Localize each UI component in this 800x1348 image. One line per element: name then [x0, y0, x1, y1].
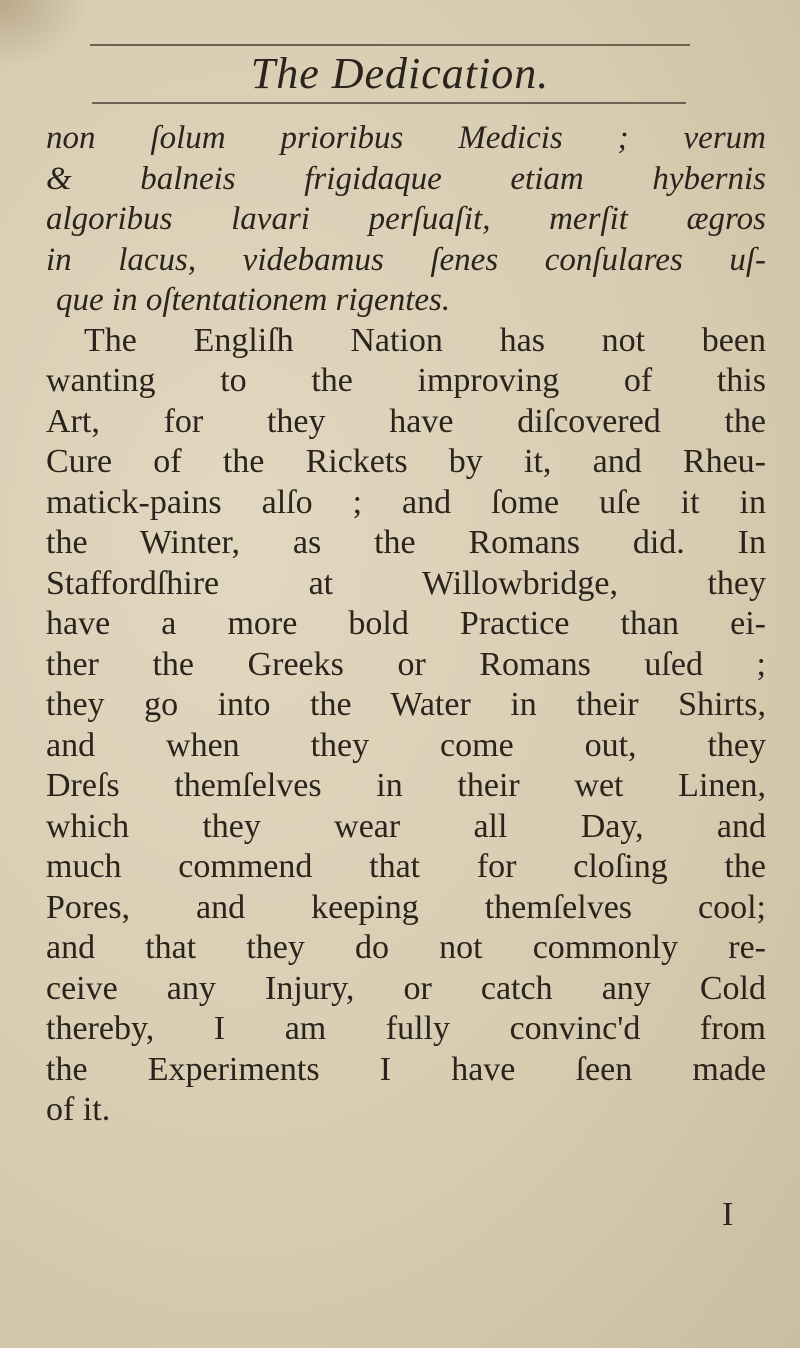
- text-line: que in oſtentationem rigentes.: [56, 282, 451, 318]
- text-line: thereby, I am fully convinc'd from: [46, 1010, 766, 1047]
- text-line: and that they do not commonly re-: [46, 929, 766, 966]
- text-line: Art, for they have diſcovered the: [46, 402, 766, 440]
- text-line: matick-pains alſo ; and ſome uſe it in: [46, 483, 766, 521]
- text-line: of it.: [46, 1091, 111, 1128]
- catchword: I: [722, 1196, 734, 1233]
- text-line: & balneis frigidaque etiam hybernis: [46, 160, 766, 197]
- text-line: Pores, and keeping themſelves cool;: [46, 888, 766, 926]
- text-line: and when they come out, they: [46, 726, 766, 764]
- text-line: non ſolum prioribus Medicis ; verum: [46, 120, 766, 156]
- text-line: wanting to the improving of this: [46, 362, 766, 399]
- text-line: the Winter, as the Romans did. In: [46, 524, 766, 561]
- text-line: ceive any Injury, or catch any Cold: [46, 969, 766, 1007]
- text-line: much commend that for cloſing the: [46, 848, 766, 885]
- text-line: they go into the Water in their Shirts,: [46, 686, 766, 723]
- dedication-text: [46, 118, 766, 1131]
- header-rule-bottom: [92, 102, 686, 104]
- text-line: in lacus, videbamus ſenes conſulares uſ-: [46, 241, 766, 278]
- text-line: Cure of the Rickets by it, and Rheu-: [46, 443, 766, 480]
- text-line: algoribus lavari perſuaſit, merſit ægros: [46, 201, 766, 237]
- text-line: which they wear all Day, and: [46, 807, 766, 845]
- text-line: have a more bold Practice than ei-: [46, 605, 766, 642]
- text-line: ther the Greeks or Romans uſed ;: [46, 645, 766, 683]
- running-head: The Dedication.: [250, 49, 550, 98]
- text-line: Dreſs themſelves in their wet Linen,: [46, 767, 766, 804]
- text-line: The Engliſh Nation has not been: [84, 321, 766, 359]
- text-line: Staffordſhire at Willowbridge, they: [46, 564, 766, 602]
- text-line: the Experiments I have ſeen made: [46, 1050, 766, 1088]
